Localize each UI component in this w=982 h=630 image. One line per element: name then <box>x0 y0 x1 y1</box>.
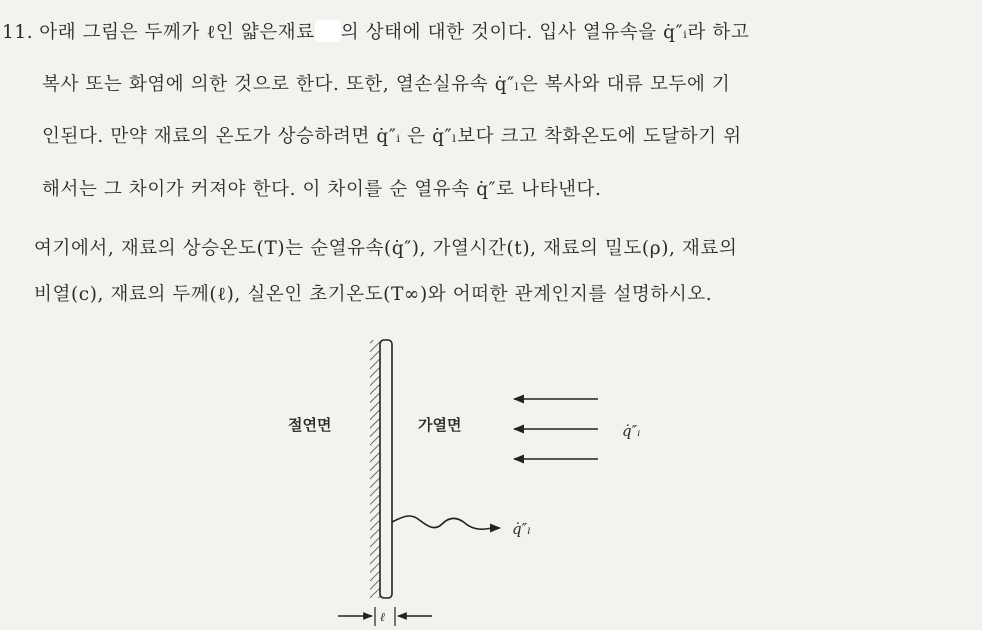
material-slab <box>380 340 392 598</box>
problem-number: 11. <box>2 22 34 43</box>
thickness-label: ℓ <box>380 610 385 624</box>
loss-flux-label: q̇″ₗ <box>512 520 531 538</box>
problem-text-1b: 의 상태에 대한 것이다. 입사 열유속을 q̇″ᵢ라 하고 <box>340 22 750 43</box>
heat-loss-arrow <box>392 516 500 529</box>
heated-face-label: 가열면 <box>418 416 462 434</box>
problem-line-6: 비열(c), 재료의 두께(ℓ), 실온인 초기온도(T∞)와 어떠한 관계인지를 설명하시오. <box>34 284 713 305</box>
problem-line-4: 해서는 그 차이가 커져야 한다. 이 차이를 순 열유속 q̇″로 나타낸다. <box>42 179 602 200</box>
problem-line-3: 인된다. 만약 재료의 온도가 상승하려면 q̇″ᵢ 은 q̇″ₗ보다 크고 착화온도에 도달하기 위 <box>42 126 742 147</box>
insulated-face-label: 절연면 <box>288 416 332 434</box>
problem-line-5: 여기에서, 재료의 상승온도(T)는 순열유속(q̇″), 가열시간(t), 재료의 밀도(ρ), 재료의 <box>34 238 738 259</box>
problem-line-2: 복사 또는 화염에 의한 것으로 한다. 또한, 열손실유속 q̇″ₗ은 복사와 대류 모두에 기 <box>42 74 731 95</box>
incident-flux-label: q̇″ᵢ <box>622 422 641 440</box>
insulation-hatching <box>370 340 380 598</box>
problem-text-1a: 아래 그림은 두께가 ℓ인 얇은재료 <box>39 22 315 43</box>
